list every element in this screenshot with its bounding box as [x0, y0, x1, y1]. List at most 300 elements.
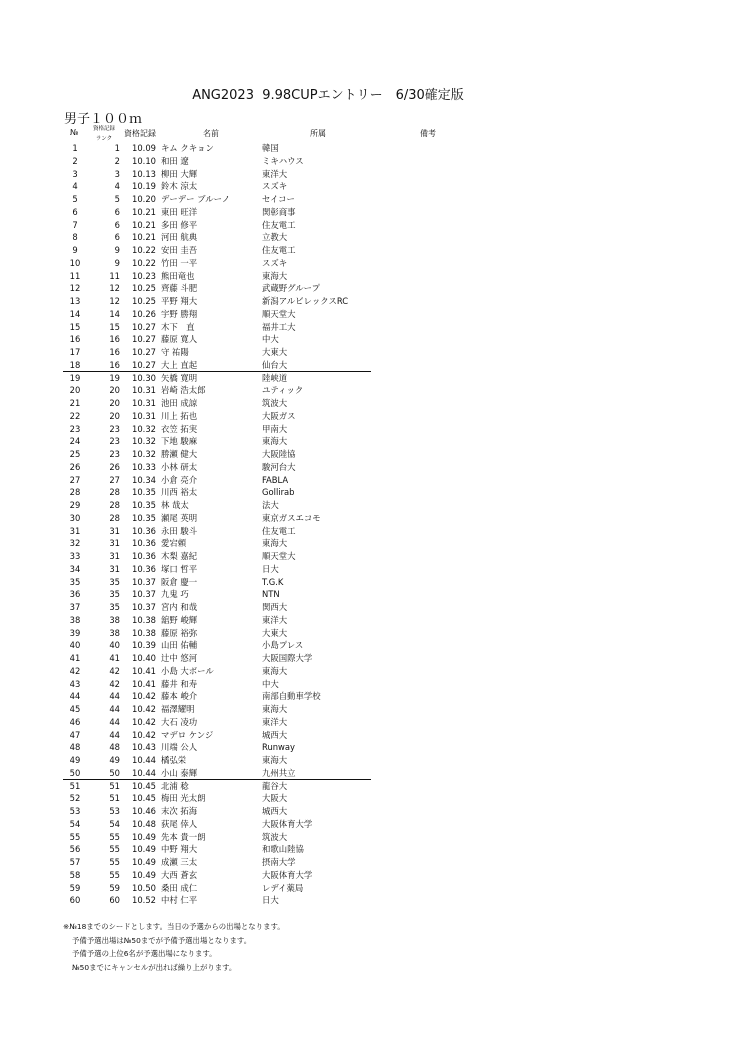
entry-affiliation: T.G.K	[262, 576, 284, 587]
entry-row	[0, 780, 736, 793]
entry-no: 21	[69, 398, 81, 408]
entry-affiliation: 大東大	[262, 347, 288, 357]
entry-rank: 20	[109, 385, 120, 396]
entry-name: 勝瀬 健大	[161, 449, 198, 459]
entry-affiliation: 順天堂大	[262, 308, 296, 319]
entry-no: 59	[69, 882, 81, 893]
entry-row	[0, 652, 736, 665]
header-rank-line2: ランク	[95, 136, 113, 142]
entry-affiliation: 龍谷大	[262, 780, 288, 791]
entry-record: 10.37	[132, 589, 156, 600]
entry-name: 池田 成諒	[161, 398, 198, 408]
entry-affiliation: FABLA	[262, 474, 289, 485]
entry-no: 48	[69, 742, 81, 753]
entry-record: 10.42	[132, 691, 156, 702]
entry-record: 10.36	[132, 551, 156, 561]
entry-name: 瀬尾 英明	[161, 512, 198, 523]
entry-row	[0, 168, 736, 181]
entry-row	[0, 346, 736, 359]
entry-affiliation: 立教大	[262, 232, 288, 243]
entry-no: 52	[69, 793, 81, 804]
entry-affiliation: 南部自動車学校	[262, 691, 321, 702]
entry-row	[0, 894, 736, 907]
entry-row	[0, 627, 736, 640]
entry-record: 10.22	[132, 257, 156, 268]
entry-rank: 6	[114, 232, 120, 243]
entry-name: 橘弘栄	[161, 755, 187, 765]
entry-affiliation: 武蔵野グループ	[262, 283, 320, 294]
entry-record: 10.31	[132, 398, 156, 408]
entry-affiliation: 福井工大	[262, 321, 296, 332]
entry-rank: 55	[109, 831, 120, 842]
entry-record: 10.21	[132, 232, 156, 243]
entry-affiliation: 筑波大	[262, 398, 288, 408]
entry-record: 10.49	[132, 831, 156, 842]
entry-rank: 23	[109, 449, 120, 459]
entry-affiliation: 和歌山陸協	[262, 844, 304, 855]
entry-name: 河田 航典	[161, 232, 198, 243]
entry-affiliation: 住友電工	[262, 219, 296, 230]
entry-affiliation: 関彰商事	[262, 206, 296, 217]
entry-name: 齊藤 斗肥	[161, 283, 198, 294]
entry-name: 川上 拓也	[161, 410, 198, 421]
entry-affiliation: 大阪体育大学	[262, 818, 313, 829]
entry-record: 10.34	[132, 474, 156, 485]
entry-row	[0, 282, 736, 295]
entry-record: 10.42	[132, 729, 156, 740]
entry-no: 53	[69, 806, 81, 816]
entry-row	[0, 142, 736, 155]
entry-rank: 15	[109, 321, 120, 332]
entry-no: 51	[69, 780, 81, 791]
entry-rank: 6	[114, 219, 120, 230]
entry-row	[0, 321, 736, 334]
entry-rank: 48	[109, 742, 120, 753]
entry-no: 9	[72, 245, 78, 255]
entry-record: 10.20	[132, 194, 156, 204]
entry-row	[0, 805, 736, 818]
entry-no: 27	[69, 474, 81, 485]
entry-rank: 26	[109, 461, 120, 472]
header-no: №	[70, 128, 79, 137]
entry-no: 56	[69, 844, 81, 855]
entry-rank: 23	[109, 423, 120, 434]
entry-name: 鈴木 涼太	[161, 181, 198, 192]
entry-affiliation: 東海大	[262, 704, 288, 714]
entry-name: 藤本 峻介	[161, 691, 198, 702]
entry-affiliation: 法大	[262, 500, 279, 510]
entry-affiliation: 摂南大学	[262, 857, 296, 867]
entry-affiliation: ミキハウス	[262, 155, 304, 166]
entry-name: 成瀬 三太	[161, 857, 198, 867]
entry-row	[0, 703, 736, 716]
entry-row	[0, 295, 736, 308]
entry-name: 中村 仁平	[161, 895, 198, 906]
entry-name: 宇野 勝翔	[161, 308, 198, 319]
entry-row	[0, 410, 736, 423]
entry-affiliation: 大阪陸協	[262, 449, 296, 459]
entry-name: 先本 貴一朗	[161, 831, 206, 842]
entry-name: デーデー ブルーノ	[161, 194, 231, 204]
entry-row	[0, 372, 736, 385]
entry-no: 30	[69, 512, 81, 523]
entry-no: 47	[69, 729, 81, 740]
entry-affiliation: 東洋大	[262, 716, 288, 727]
entry-row	[0, 193, 736, 206]
entry-row	[0, 155, 736, 168]
entry-name: 永田 駿斗	[161, 525, 198, 536]
entry-affiliation: NTN	[262, 589, 280, 600]
entry-row	[0, 180, 736, 193]
entry-affiliation: 大阪国際大学	[262, 653, 313, 663]
entry-record: 10.48	[132, 818, 156, 829]
entry-row	[0, 678, 736, 691]
entry-no: 41	[69, 653, 81, 663]
entry-affiliation: 住友電工	[262, 525, 296, 536]
entry-rank: 5	[114, 194, 120, 204]
entry-row	[0, 818, 736, 831]
entry-row	[0, 423, 736, 436]
entry-rank: 44	[109, 729, 120, 740]
entry-name: 多田 修平	[161, 219, 198, 230]
entry-name: 末次 拓海	[161, 806, 198, 816]
entry-rank: 35	[109, 576, 120, 587]
entry-record: 10.40	[132, 653, 156, 663]
entry-record: 10.36	[132, 538, 156, 549]
entry-rank: 31	[109, 538, 120, 549]
entry-name: キム クキョン	[161, 143, 214, 153]
entry-affiliation: 大東大	[262, 627, 288, 638]
entry-name: 竹田 一平	[161, 257, 198, 268]
entry-no: 3	[72, 168, 78, 179]
entry-record: 10.38	[132, 627, 156, 638]
entry-no: 43	[69, 678, 81, 689]
entry-row	[0, 665, 736, 678]
entry-record: 10.19	[132, 181, 156, 192]
entry-record: 10.27	[132, 321, 156, 332]
entry-name: 熊田竜也	[161, 270, 195, 281]
entry-record: 10.21	[132, 206, 156, 217]
entry-record: 10.45	[132, 793, 156, 804]
entry-no: 28	[69, 487, 81, 498]
entry-row	[0, 882, 736, 895]
note-line: 予備予選出場は№50までが予備予選出場となります。	[72, 935, 252, 945]
entry-rank: 40	[109, 640, 120, 651]
entry-rank: 44	[109, 704, 120, 714]
event-name: 男子１００ｍ	[64, 112, 143, 127]
entry-row	[0, 588, 736, 601]
entry-row	[0, 219, 736, 232]
entry-rank: 1	[114, 143, 120, 153]
entry-affiliation: 九州共立	[262, 767, 296, 778]
entry-name: 柳田 大輝	[161, 168, 198, 179]
header-affiliation: 所属	[310, 129, 326, 138]
entry-affiliation: 筑波大	[262, 831, 288, 842]
entry-no: 2	[72, 155, 78, 166]
entry-no: 6	[72, 206, 78, 217]
entry-record: 10.38	[132, 614, 156, 625]
entry-no: 33	[69, 551, 81, 561]
entry-name: 愛宕頼	[161, 538, 187, 549]
entry-record: 10.49	[132, 844, 156, 855]
entry-record: 10.41	[132, 678, 156, 689]
entry-record: 10.42	[132, 716, 156, 727]
entry-record: 10.27	[132, 347, 156, 357]
entry-rank: 28	[109, 487, 120, 498]
entry-record: 10.30	[132, 372, 156, 383]
entry-affiliation: 東海大	[262, 538, 288, 549]
entry-rank: 53	[109, 806, 120, 816]
entry-record: 10.25	[132, 296, 156, 306]
entry-name: 梅田 光太朗	[161, 793, 206, 804]
entry-rank: 27	[109, 474, 120, 485]
note-line: ※№18までのシードとします。当日の予選からの出場となります。	[63, 922, 285, 931]
entry-rank: 19	[109, 372, 120, 383]
entry-record: 10.21	[132, 219, 156, 230]
entry-no: 20	[69, 385, 81, 396]
entry-no: 7	[72, 219, 78, 230]
entry-no: 8	[72, 232, 78, 243]
entry-rank: 3	[114, 168, 120, 179]
entry-row	[0, 869, 736, 882]
entry-name: 舘野 峻輝	[161, 614, 198, 625]
entry-rank: 35	[109, 602, 120, 612]
header-rank-line1: 資格記録	[92, 126, 115, 132]
entry-affiliation: レデイ薬局	[262, 882, 304, 893]
entry-row	[0, 856, 736, 869]
entry-row	[0, 244, 736, 257]
entry-name: 福澤耀明	[161, 704, 195, 714]
entry-rank: 2	[114, 155, 120, 166]
entry-rank: 9	[114, 245, 120, 255]
entry-row	[0, 690, 736, 703]
entry-record: 10.46	[132, 806, 156, 816]
header-remarks: 備考	[420, 129, 436, 138]
entry-affiliation: 日大	[262, 895, 279, 906]
entry-rank: 16	[109, 334, 120, 345]
entry-affiliation: 大阪ガス	[262, 410, 296, 421]
entry-record: 10.37	[132, 576, 156, 587]
entry-affiliation: Gollirab	[262, 487, 295, 498]
entry-affiliation: 城西大	[262, 729, 288, 740]
entry-row	[0, 270, 736, 283]
entry-no: 45	[69, 704, 81, 714]
entry-affiliation: 日大	[262, 563, 279, 574]
entry-no: 12	[69, 283, 81, 294]
entry-rank: 50	[109, 767, 120, 778]
entry-name: 辻中 悠河	[161, 653, 198, 663]
entry-record: 10.35	[132, 500, 156, 510]
entry-no: 44	[69, 691, 81, 702]
entry-name: 桑田 成仁	[161, 882, 198, 893]
entry-name: 藤原 寛人	[161, 334, 198, 345]
entry-row	[0, 206, 736, 219]
entry-no: 32	[69, 538, 81, 549]
entry-name: 安田 圭吾	[161, 245, 198, 255]
entry-affiliation: ユティック	[262, 385, 304, 396]
entry-rank: 9	[114, 257, 120, 268]
entry-name: 阪倉 慶一	[161, 576, 198, 587]
entry-row	[0, 550, 736, 563]
entry-name: 塚口 哲平	[161, 563, 198, 574]
entry-no: 54	[69, 818, 81, 829]
entry-affiliation: 大阪大	[262, 793, 288, 804]
entry-affiliation: 東洋大	[262, 168, 288, 179]
entry-rank: 28	[109, 500, 120, 510]
entry-rank: 54	[109, 818, 120, 829]
entry-row	[0, 308, 736, 321]
entry-row	[0, 741, 736, 754]
entry-name: 大西 蒼玄	[161, 869, 198, 880]
entry-affiliation: 韓国	[262, 143, 279, 153]
entry-rank: 23	[109, 436, 120, 447]
entry-record: 10.22	[132, 245, 156, 255]
entry-affiliation: 駿河台大	[262, 461, 296, 472]
entry-name: 宮内 和哉	[161, 602, 198, 612]
entry-row	[0, 729, 736, 742]
entry-record: 10.49	[132, 857, 156, 867]
entry-no: 5	[72, 194, 78, 204]
entry-row	[0, 257, 736, 270]
entry-row	[0, 831, 736, 844]
entry-no: 10	[69, 257, 81, 268]
entry-rank: 49	[109, 755, 120, 765]
entry-affiliation: 東洋大	[262, 614, 288, 625]
entry-affiliation: セイコー	[262, 194, 295, 204]
entry-no: 42	[69, 665, 81, 676]
entry-affiliation: 小島プレス	[262, 640, 304, 651]
entry-name: 藤井 和寿	[161, 678, 198, 689]
entry-record: 10.13	[132, 168, 156, 179]
entry-affiliation: 東京ガスエコモ	[262, 512, 321, 523]
entry-name: 小林 研太	[161, 461, 198, 472]
entry-rank: 38	[109, 627, 120, 638]
entry-row	[0, 525, 736, 538]
entry-record: 10.45	[132, 780, 156, 791]
entry-name: 林 哉太	[161, 500, 189, 510]
entry-affiliation: 陸峡道	[262, 372, 288, 383]
entry-row	[0, 716, 736, 729]
entry-rank: 20	[109, 410, 120, 421]
entry-affiliation: 仙台大	[262, 359, 288, 370]
entry-row	[0, 448, 736, 461]
entry-affiliation: 関西大	[262, 602, 288, 612]
entry-row	[0, 537, 736, 550]
entry-no: 46	[69, 716, 81, 727]
entry-rank: 41	[109, 653, 120, 663]
entry-no: 18	[69, 359, 81, 370]
entry-row	[0, 333, 736, 346]
entry-affiliation: 城西大	[262, 806, 288, 816]
entry-record: 10.49	[132, 869, 156, 880]
note-line: №50までにキャンセルが出れば繰り上がります。	[72, 962, 237, 972]
entry-record: 10.32	[132, 449, 156, 459]
entry-affiliation: 東海大	[262, 436, 288, 447]
entry-no: 26	[69, 461, 81, 472]
entry-affiliation: スズキ	[262, 257, 288, 268]
entry-affiliation: 中大	[262, 334, 279, 345]
entry-no: 58	[69, 869, 81, 880]
entry-record: 10.44	[132, 767, 156, 778]
entry-affiliation: 住友電工	[262, 245, 296, 255]
entry-no: 29	[69, 500, 81, 510]
entry-no: 35	[69, 576, 81, 587]
entry-row	[0, 601, 736, 614]
entry-rank: 31	[109, 563, 120, 574]
entry-record: 10.42	[132, 704, 156, 714]
entry-no: 19	[69, 372, 81, 383]
entry-record: 10.10	[132, 155, 156, 166]
entry-affiliation: 新潟アルビレックスRC	[262, 296, 349, 306]
entry-affiliation: 中大	[262, 678, 279, 689]
entry-rank: 55	[109, 869, 120, 880]
entry-record: 10.36	[132, 563, 156, 574]
entry-record: 10.39	[132, 640, 156, 651]
entry-row	[0, 461, 736, 474]
entry-name: 山田 佑輔	[161, 640, 198, 651]
entry-no: 36	[69, 589, 81, 600]
entry-rank: 42	[109, 665, 120, 676]
entry-record: 10.27	[132, 359, 156, 370]
entry-no: 11	[69, 270, 81, 281]
document-title: ANG2023 9.98CUPエントリー 6/30確定版	[192, 88, 464, 103]
entry-no: 39	[69, 627, 81, 638]
entry-row	[0, 435, 736, 448]
entry-record: 10.52	[132, 895, 156, 906]
entry-no: 15	[69, 321, 81, 332]
entry-record: 10.33	[132, 461, 156, 472]
entry-no: 50	[69, 767, 81, 778]
entry-row	[0, 359, 736, 372]
entry-record: 10.43	[132, 742, 156, 753]
entry-row	[0, 792, 736, 805]
entry-affiliation: Runway	[262, 742, 295, 753]
entry-row	[0, 486, 736, 499]
entry-record: 10.31	[132, 385, 156, 396]
entry-rank: 12	[109, 283, 120, 294]
entry-record: 10.32	[132, 436, 156, 447]
entry-record: 10.27	[132, 334, 156, 345]
entry-rank: 11	[109, 270, 120, 281]
entry-record: 10.35	[132, 487, 156, 498]
entry-name: 大石 凌功	[161, 716, 198, 727]
entry-name: 衣笠 拓実	[161, 423, 198, 434]
entry-rank: 38	[109, 614, 120, 625]
entry-record: 10.36	[132, 525, 156, 536]
entry-row	[0, 576, 736, 589]
entry-name: 和田 遼	[161, 155, 189, 166]
entry-affiliation: 東海大	[262, 665, 288, 676]
entry-record: 10.09	[132, 143, 156, 153]
entry-name: 岩崎 浩太郎	[161, 385, 206, 396]
entry-no: 22	[69, 410, 81, 421]
entry-name: 平野 翔大	[161, 296, 198, 306]
entry-record: 10.35	[132, 512, 156, 523]
entry-no: 60	[69, 895, 81, 906]
entry-name: 小倉 亮介	[161, 474, 198, 485]
entry-name: 中野 翔大	[161, 844, 198, 855]
entry-record: 10.23	[132, 270, 156, 281]
entry-name: 大上 直起	[161, 359, 198, 370]
entry-rank: 28	[109, 512, 120, 523]
entry-row	[0, 843, 736, 856]
entry-no: 37	[69, 602, 81, 612]
entry-name: 藤原 裕弥	[161, 627, 198, 638]
entry-affiliation: 東海大	[262, 270, 288, 281]
entry-rank: 60	[109, 895, 120, 906]
entry-table	[0, 142, 736, 907]
entry-row	[0, 767, 736, 780]
